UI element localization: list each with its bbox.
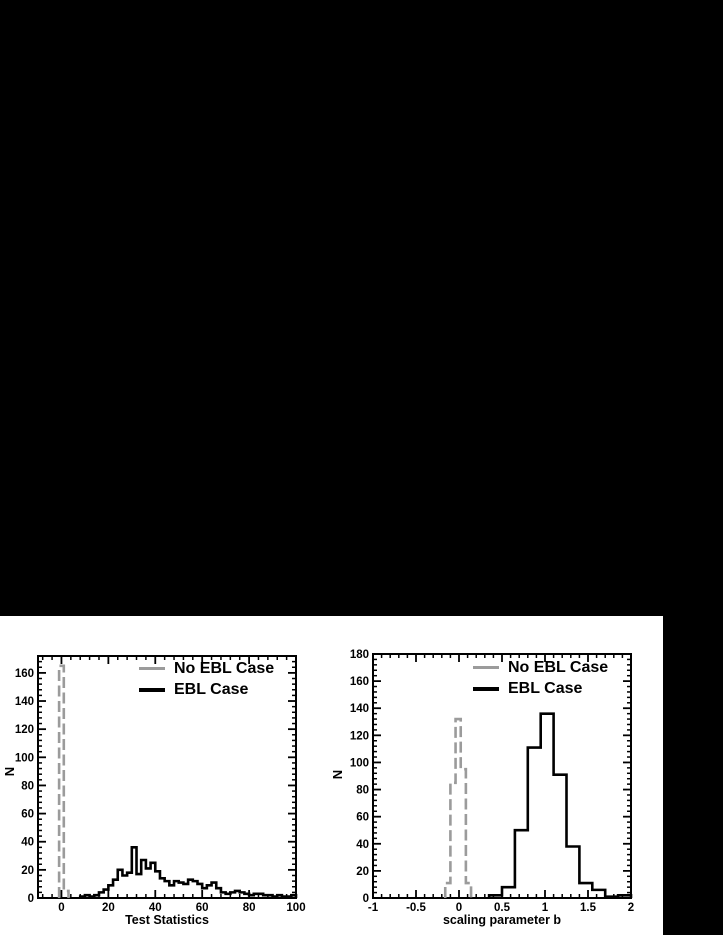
x-tick-label: 0 (58, 902, 65, 914)
histogram-no-ebl-case (445, 719, 471, 898)
left-x-axis-title: Test Statistics (125, 913, 209, 927)
x-tick-label: 1 (541, 902, 549, 914)
y-tick-label: 0 (362, 893, 369, 905)
y-tick-label: 120 (14, 724, 34, 737)
y-tick-label: 160 (14, 667, 34, 680)
legend-item-ebl (139, 679, 274, 700)
y-tick-label: 180 (349, 649, 369, 661)
y-tick-label: 140 (349, 703, 369, 716)
y-tick-label: 160 (349, 676, 369, 689)
x-tick-label: 1.5 (580, 902, 596, 914)
y-tick-label: 60 (21, 808, 34, 821)
y-tick-label: 40 (21, 836, 34, 849)
x-tick-label: 100 (286, 902, 306, 914)
y-tick-label: 120 (349, 730, 369, 743)
y-tick-label: 100 (14, 752, 34, 765)
histogram-no-ebl-case (59, 666, 68, 898)
x-tick-label: 60 (195, 902, 209, 914)
right-x-axis-title: scaling parameter b (442, 913, 562, 927)
x-tick-label: 0 (455, 902, 463, 914)
y-tick-label: 20 (21, 864, 34, 877)
legend-label-ebl: EBL Case (508, 679, 583, 697)
y-tick-label: 140 (14, 696, 34, 709)
y-tick-label: 80 (356, 784, 369, 797)
left-y-axis-title: N (2, 766, 18, 777)
x-tick-label: 2 (627, 902, 635, 914)
x-tick-label: 0.5 (494, 902, 510, 914)
no-ebl-line-sample (139, 667, 165, 670)
ebl-line-sample (139, 688, 165, 692)
legend-item-no-ebl (473, 657, 608, 678)
y-tick-label: 0 (27, 893, 34, 905)
legend-label-ebl: EBL Case (174, 680, 249, 698)
x-tick-label: 80 (242, 902, 256, 914)
right-y-axis-title: N (330, 769, 346, 780)
no-ebl-line-sample (473, 666, 499, 669)
x-tick-label: 40 (148, 902, 162, 914)
left-plot-legend (139, 658, 274, 700)
y-tick-label: 80 (21, 780, 34, 793)
x-tick-label: -0.5 (406, 902, 426, 914)
ebl-line-sample (473, 687, 499, 691)
legend-label-no-ebl: No EBL Case (174, 659, 275, 677)
x-tick-label: -1 (367, 902, 379, 914)
legend-item-no-ebl (139, 658, 274, 679)
y-tick-label: 60 (356, 811, 369, 824)
y-tick-label: 20 (356, 865, 369, 878)
legend-label-no-ebl: No EBL Case (508, 658, 609, 676)
y-tick-label: 40 (356, 838, 369, 851)
y-tick-label: 100 (349, 757, 369, 770)
right-plot-legend (473, 657, 608, 699)
legend-item-ebl (473, 678, 608, 699)
histogram-ebl-case (489, 714, 631, 898)
histogram-ebl-case (80, 847, 296, 898)
x-tick-label: 20 (101, 902, 115, 914)
